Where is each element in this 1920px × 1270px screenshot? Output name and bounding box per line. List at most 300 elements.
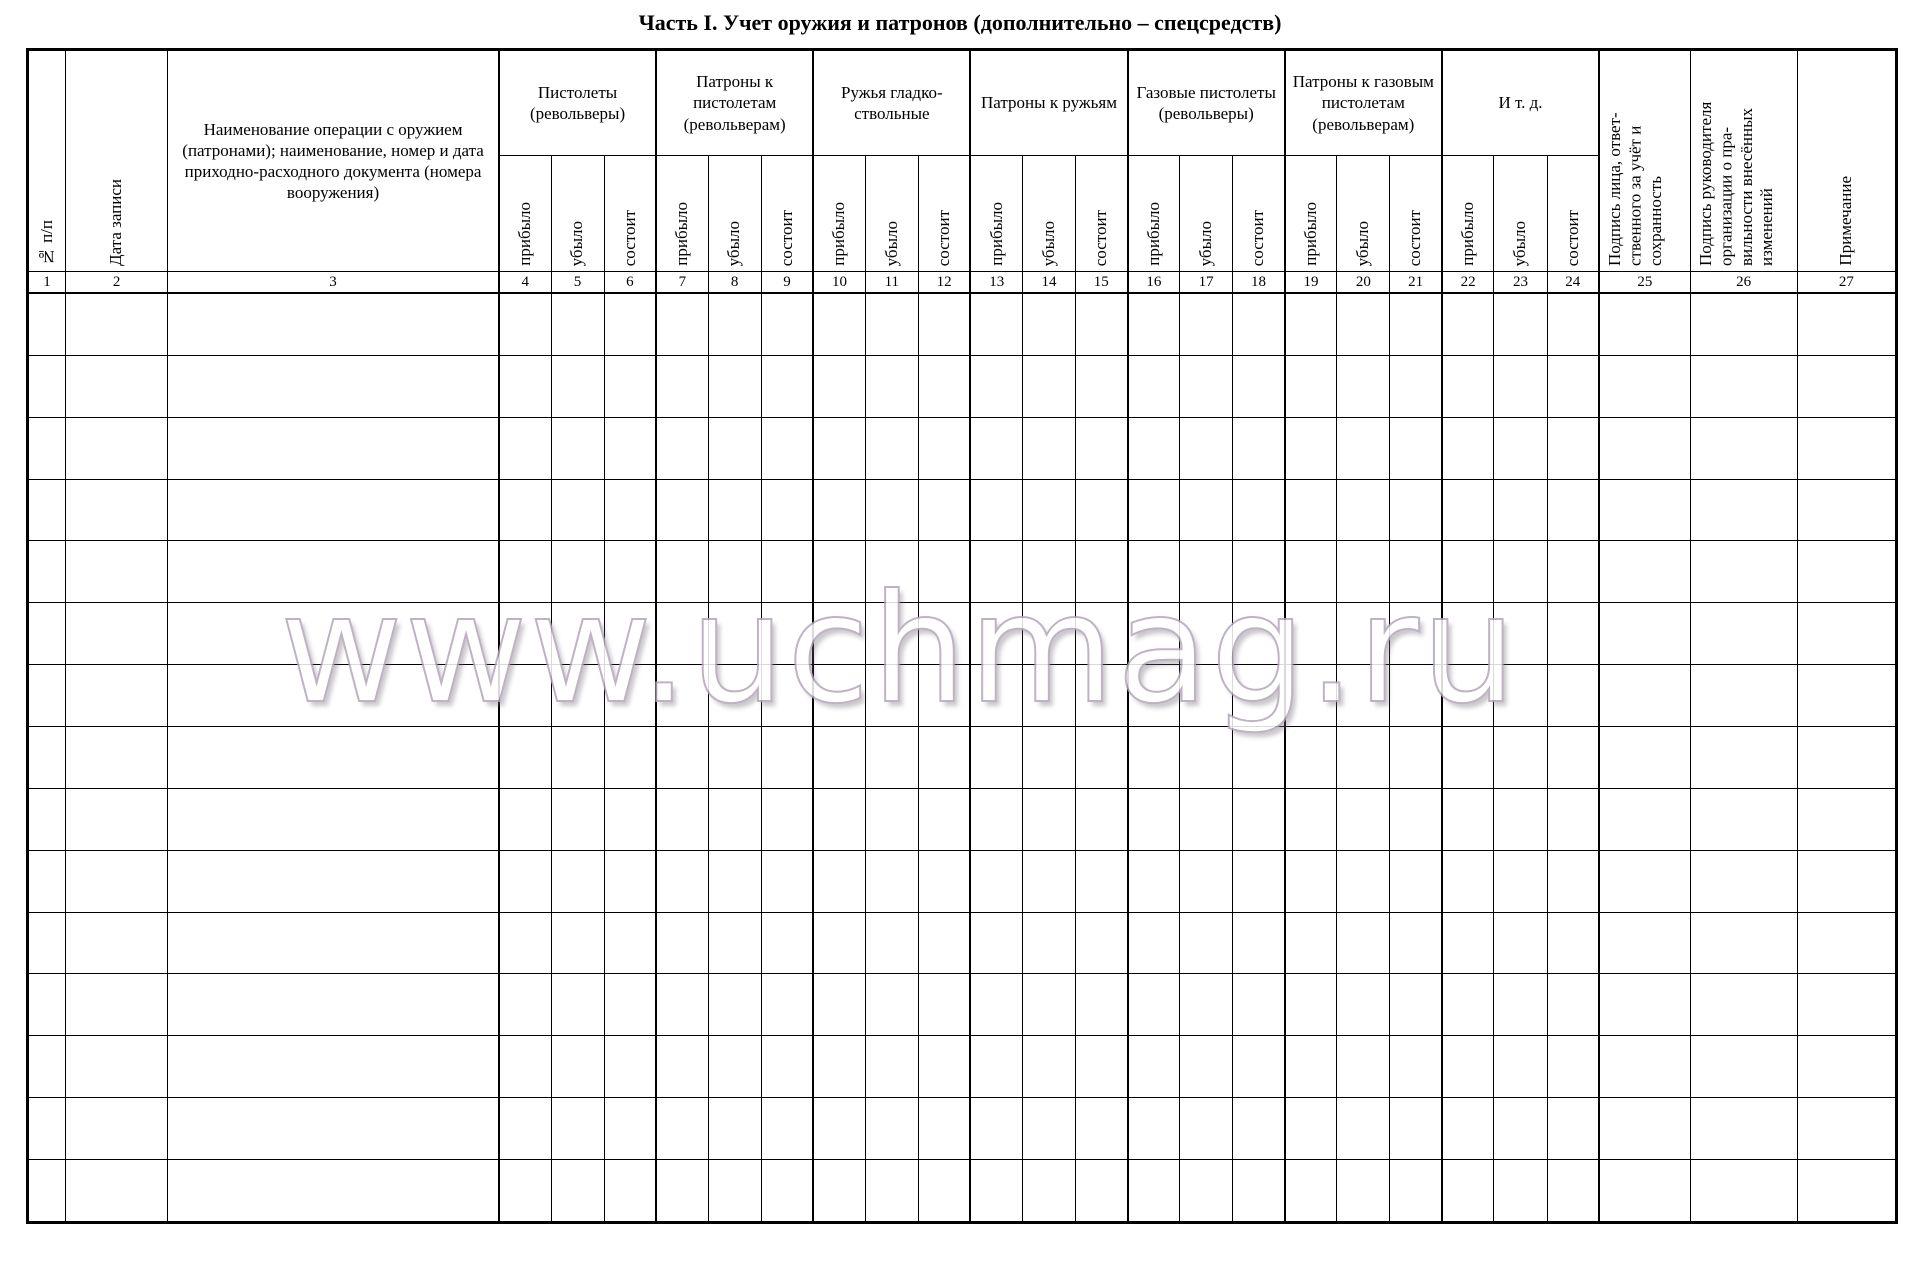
table-cell[interactable] xyxy=(66,974,168,1036)
table-cell[interactable] xyxy=(918,1098,970,1160)
table-cell[interactable] xyxy=(865,1098,918,1160)
table-cell[interactable] xyxy=(1233,1098,1285,1160)
table-cell[interactable] xyxy=(1494,417,1547,479)
table-cell[interactable] xyxy=(1337,912,1390,974)
table-cell[interactable] xyxy=(66,417,168,479)
table-cell[interactable] xyxy=(708,355,761,417)
table-cell[interactable] xyxy=(1547,603,1599,665)
table-cell[interactable] xyxy=(918,417,970,479)
table-cell[interactable] xyxy=(551,355,604,417)
table-cell[interactable] xyxy=(1022,788,1075,850)
table-cell[interactable] xyxy=(499,417,551,479)
table-cell[interactable] xyxy=(1022,1160,1075,1223)
table-cell[interactable] xyxy=(1233,788,1285,850)
table-cell[interactable] xyxy=(813,417,865,479)
table-cell[interactable] xyxy=(1494,293,1547,355)
table-cell[interactable] xyxy=(1690,1098,1797,1160)
table-cell[interactable] xyxy=(28,912,66,974)
table-cell[interactable] xyxy=(656,727,708,789)
table-cell[interactable] xyxy=(1285,417,1337,479)
table-cell[interactable] xyxy=(1233,541,1285,603)
table-cell[interactable] xyxy=(865,1160,918,1223)
table-cell[interactable] xyxy=(1022,850,1075,912)
table-cell[interactable] xyxy=(499,788,551,850)
table-cell[interactable] xyxy=(813,541,865,603)
table-cell[interactable] xyxy=(551,603,604,665)
table-cell[interactable] xyxy=(1442,912,1494,974)
table-cell[interactable] xyxy=(1390,665,1442,727)
table-cell[interactable] xyxy=(970,1098,1022,1160)
table-cell[interactable] xyxy=(865,541,918,603)
table-cell[interactable] xyxy=(604,1098,656,1160)
table-cell[interactable] xyxy=(1547,974,1599,1036)
table-cell[interactable] xyxy=(1390,850,1442,912)
table-cell[interactable] xyxy=(1233,974,1285,1036)
table-cell[interactable] xyxy=(1285,1160,1337,1223)
table-cell[interactable] xyxy=(970,1036,1022,1098)
table-cell[interactable] xyxy=(1337,1036,1390,1098)
table-cell[interactable] xyxy=(1442,850,1494,912)
table-cell[interactable] xyxy=(1076,788,1128,850)
table-cell[interactable] xyxy=(66,603,168,665)
table-cell[interactable] xyxy=(813,727,865,789)
table-cell[interactable] xyxy=(551,665,604,727)
table-cell[interactable] xyxy=(918,1160,970,1223)
table-cell[interactable] xyxy=(1494,541,1547,603)
table-cell[interactable] xyxy=(551,293,604,355)
table-cell[interactable] xyxy=(1442,293,1494,355)
table-cell[interactable] xyxy=(604,665,656,727)
table-cell[interactable] xyxy=(1690,541,1797,603)
table-cell[interactable] xyxy=(1128,788,1180,850)
table-cell[interactable] xyxy=(28,603,66,665)
table-cell[interactable] xyxy=(551,479,604,541)
table-cell[interactable] xyxy=(1390,974,1442,1036)
table-cell[interactable] xyxy=(708,603,761,665)
table-cell[interactable] xyxy=(865,479,918,541)
table-cell[interactable] xyxy=(761,1160,813,1223)
table-cell[interactable] xyxy=(708,665,761,727)
table-cell[interactable] xyxy=(1285,1036,1337,1098)
table-cell[interactable] xyxy=(1233,665,1285,727)
table-cell[interactable] xyxy=(1128,1160,1180,1223)
table-cell[interactable] xyxy=(1690,355,1797,417)
table-cell[interactable] xyxy=(970,355,1022,417)
table-cell[interactable] xyxy=(1599,355,1690,417)
table-cell[interactable] xyxy=(1797,355,1896,417)
table-cell[interactable] xyxy=(761,912,813,974)
table-cell[interactable] xyxy=(28,479,66,541)
table-cell[interactable] xyxy=(1494,479,1547,541)
table-cell[interactable] xyxy=(1076,665,1128,727)
table-cell[interactable] xyxy=(499,1036,551,1098)
table-cell[interactable] xyxy=(499,974,551,1036)
table-cell[interactable] xyxy=(1547,1098,1599,1160)
table-cell[interactable] xyxy=(499,1098,551,1160)
table-cell[interactable] xyxy=(656,1036,708,1098)
table-cell[interactable] xyxy=(168,355,499,417)
table-cell[interactable] xyxy=(813,1098,865,1160)
table-cell[interactable] xyxy=(1797,788,1896,850)
table-cell[interactable] xyxy=(1494,1098,1547,1160)
table-cell[interactable] xyxy=(1076,974,1128,1036)
table-cell[interactable] xyxy=(1128,541,1180,603)
table-cell[interactable] xyxy=(604,1036,656,1098)
table-cell[interactable] xyxy=(1337,603,1390,665)
table-cell[interactable] xyxy=(28,1098,66,1160)
table-cell[interactable] xyxy=(1128,293,1180,355)
table-cell[interactable] xyxy=(66,293,168,355)
table-cell[interactable] xyxy=(656,293,708,355)
table-cell[interactable] xyxy=(1390,912,1442,974)
table-cell[interactable] xyxy=(1442,1098,1494,1160)
table-cell[interactable] xyxy=(551,974,604,1036)
table-cell[interactable] xyxy=(1076,1160,1128,1223)
table-cell[interactable] xyxy=(1180,665,1233,727)
table-cell[interactable] xyxy=(604,603,656,665)
table-cell[interactable] xyxy=(499,850,551,912)
table-cell[interactable] xyxy=(1390,1036,1442,1098)
table-cell[interactable] xyxy=(1285,727,1337,789)
table-cell[interactable] xyxy=(28,788,66,850)
table-cell[interactable] xyxy=(66,912,168,974)
table-cell[interactable] xyxy=(66,541,168,603)
table-cell[interactable] xyxy=(813,355,865,417)
table-cell[interactable] xyxy=(865,974,918,1036)
table-cell[interactable] xyxy=(1797,417,1896,479)
table-cell[interactable] xyxy=(1442,788,1494,850)
table-cell[interactable] xyxy=(168,912,499,974)
table-cell[interactable] xyxy=(1390,1160,1442,1223)
table-cell[interactable] xyxy=(1442,727,1494,789)
table-cell[interactable] xyxy=(1690,665,1797,727)
table-cell[interactable] xyxy=(1337,541,1390,603)
table-cell[interactable] xyxy=(1599,1160,1690,1223)
table-cell[interactable] xyxy=(1233,1036,1285,1098)
table-cell[interactable] xyxy=(1599,665,1690,727)
table-cell[interactable] xyxy=(1690,974,1797,1036)
table-cell[interactable] xyxy=(1128,1036,1180,1098)
table-cell[interactable] xyxy=(1022,974,1075,1036)
table-cell[interactable] xyxy=(1128,665,1180,727)
table-cell[interactable] xyxy=(604,850,656,912)
table-cell[interactable] xyxy=(1797,1160,1896,1223)
table-cell[interactable] xyxy=(970,417,1022,479)
table-cell[interactable] xyxy=(708,727,761,789)
table-cell[interactable] xyxy=(708,974,761,1036)
table-cell[interactable] xyxy=(708,479,761,541)
table-cell[interactable] xyxy=(918,912,970,974)
table-cell[interactable] xyxy=(66,1160,168,1223)
table-cell[interactable] xyxy=(1022,417,1075,479)
table-cell[interactable] xyxy=(168,603,499,665)
table-cell[interactable] xyxy=(1797,1098,1896,1160)
table-cell[interactable] xyxy=(1128,355,1180,417)
table-cell[interactable] xyxy=(1547,1160,1599,1223)
table-cell[interactable] xyxy=(761,417,813,479)
table-cell[interactable] xyxy=(1442,1160,1494,1223)
table-cell[interactable] xyxy=(28,541,66,603)
table-cell[interactable] xyxy=(708,912,761,974)
table-cell[interactable] xyxy=(1690,727,1797,789)
table-cell[interactable] xyxy=(1076,417,1128,479)
table-cell[interactable] xyxy=(1797,665,1896,727)
table-cell[interactable] xyxy=(28,293,66,355)
table-cell[interactable] xyxy=(761,541,813,603)
table-cell[interactable] xyxy=(865,665,918,727)
table-cell[interactable] xyxy=(1337,1098,1390,1160)
table-cell[interactable] xyxy=(168,665,499,727)
table-cell[interactable] xyxy=(656,850,708,912)
table-cell[interactable] xyxy=(1599,727,1690,789)
table-cell[interactable] xyxy=(1494,1036,1547,1098)
table-cell[interactable] xyxy=(1337,665,1390,727)
table-cell[interactable] xyxy=(1547,355,1599,417)
table-cell[interactable] xyxy=(865,1036,918,1098)
table-cell[interactable] xyxy=(656,355,708,417)
table-cell[interactable] xyxy=(1337,355,1390,417)
table-cell[interactable] xyxy=(1797,603,1896,665)
table-cell[interactable] xyxy=(1180,727,1233,789)
table-cell[interactable] xyxy=(604,727,656,789)
table-cell[interactable] xyxy=(970,541,1022,603)
table-cell[interactable] xyxy=(1285,541,1337,603)
table-cell[interactable] xyxy=(604,974,656,1036)
table-cell[interactable] xyxy=(604,293,656,355)
table-cell[interactable] xyxy=(1180,355,1233,417)
table-cell[interactable] xyxy=(1599,1036,1690,1098)
table-cell[interactable] xyxy=(1285,788,1337,850)
table-cell[interactable] xyxy=(499,727,551,789)
table-cell[interactable] xyxy=(1797,850,1896,912)
table-cell[interactable] xyxy=(761,479,813,541)
table-cell[interactable] xyxy=(1128,974,1180,1036)
table-cell[interactable] xyxy=(1494,850,1547,912)
table-cell[interactable] xyxy=(918,293,970,355)
table-cell[interactable] xyxy=(1337,293,1390,355)
table-cell[interactable] xyxy=(1390,541,1442,603)
table-cell[interactable] xyxy=(28,850,66,912)
table-cell[interactable] xyxy=(1076,293,1128,355)
table-cell[interactable] xyxy=(1442,541,1494,603)
table-cell[interactable] xyxy=(66,665,168,727)
table-cell[interactable] xyxy=(1180,1160,1233,1223)
table-cell[interactable] xyxy=(761,665,813,727)
table-cell[interactable] xyxy=(865,727,918,789)
table-cell[interactable] xyxy=(1285,665,1337,727)
table-cell[interactable] xyxy=(28,665,66,727)
table-cell[interactable] xyxy=(168,293,499,355)
table-cell[interactable] xyxy=(761,788,813,850)
table-cell[interactable] xyxy=(499,293,551,355)
table-cell[interactable] xyxy=(499,479,551,541)
table-cell[interactable] xyxy=(1599,293,1690,355)
table-cell[interactable] xyxy=(1233,417,1285,479)
table-cell[interactable] xyxy=(1690,293,1797,355)
table-cell[interactable] xyxy=(918,788,970,850)
table-cell[interactable] xyxy=(1547,417,1599,479)
table-cell[interactable] xyxy=(1390,479,1442,541)
table-cell[interactable] xyxy=(604,788,656,850)
table-cell[interactable] xyxy=(918,1036,970,1098)
table-cell[interactable] xyxy=(656,603,708,665)
table-cell[interactable] xyxy=(813,974,865,1036)
table-cell[interactable] xyxy=(1128,603,1180,665)
table-cell[interactable] xyxy=(708,541,761,603)
table-cell[interactable] xyxy=(551,1160,604,1223)
table-cell[interactable] xyxy=(1180,541,1233,603)
table-cell[interactable] xyxy=(970,1160,1022,1223)
table-cell[interactable] xyxy=(970,665,1022,727)
table-cell[interactable] xyxy=(813,293,865,355)
table-cell[interactable] xyxy=(1494,665,1547,727)
table-cell[interactable] xyxy=(865,788,918,850)
table-cell[interactable] xyxy=(1022,541,1075,603)
table-cell[interactable] xyxy=(1494,974,1547,1036)
table-cell[interactable] xyxy=(1180,788,1233,850)
table-cell[interactable] xyxy=(1180,912,1233,974)
table-cell[interactable] xyxy=(813,1160,865,1223)
table-cell[interactable] xyxy=(761,974,813,1036)
table-cell[interactable] xyxy=(1022,912,1075,974)
table-cell[interactable] xyxy=(168,1160,499,1223)
table-cell[interactable] xyxy=(66,788,168,850)
table-cell[interactable] xyxy=(970,727,1022,789)
table-cell[interactable] xyxy=(551,912,604,974)
table-cell[interactable] xyxy=(1599,788,1690,850)
table-cell[interactable] xyxy=(708,1098,761,1160)
table-cell[interactable] xyxy=(865,355,918,417)
table-cell[interactable] xyxy=(761,850,813,912)
table-cell[interactable] xyxy=(1442,1036,1494,1098)
table-cell[interactable] xyxy=(1690,788,1797,850)
table-cell[interactable] xyxy=(66,355,168,417)
table-cell[interactable] xyxy=(1442,479,1494,541)
table-cell[interactable] xyxy=(918,603,970,665)
table-cell[interactable] xyxy=(1690,417,1797,479)
table-cell[interactable] xyxy=(1285,850,1337,912)
table-cell[interactable] xyxy=(1337,850,1390,912)
table-cell[interactable] xyxy=(499,912,551,974)
table-cell[interactable] xyxy=(1128,479,1180,541)
table-cell[interactable] xyxy=(1128,912,1180,974)
table-cell[interactable] xyxy=(499,603,551,665)
table-cell[interactable] xyxy=(604,479,656,541)
table-cell[interactable] xyxy=(1233,603,1285,665)
table-cell[interactable] xyxy=(761,603,813,665)
table-cell[interactable] xyxy=(499,1160,551,1223)
table-cell[interactable] xyxy=(708,293,761,355)
table-cell[interactable] xyxy=(865,603,918,665)
table-cell[interactable] xyxy=(1285,974,1337,1036)
table-cell[interactable] xyxy=(1494,603,1547,665)
table-cell[interactable] xyxy=(1076,912,1128,974)
table-cell[interactable] xyxy=(865,293,918,355)
table-cell[interactable] xyxy=(918,479,970,541)
table-cell[interactable] xyxy=(66,850,168,912)
table-cell[interactable] xyxy=(813,788,865,850)
table-cell[interactable] xyxy=(1180,417,1233,479)
table-cell[interactable] xyxy=(1233,912,1285,974)
table-cell[interactable] xyxy=(865,850,918,912)
table-cell[interactable] xyxy=(970,479,1022,541)
table-cell[interactable] xyxy=(499,355,551,417)
table-cell[interactable] xyxy=(28,417,66,479)
table-cell[interactable] xyxy=(1233,479,1285,541)
table-cell[interactable] xyxy=(168,1036,499,1098)
table-cell[interactable] xyxy=(1547,727,1599,789)
table-cell[interactable] xyxy=(656,417,708,479)
table-cell[interactable] xyxy=(1233,1160,1285,1223)
table-cell[interactable] xyxy=(1494,355,1547,417)
table-cell[interactable] xyxy=(918,665,970,727)
table-cell[interactable] xyxy=(1076,479,1128,541)
table-cell[interactable] xyxy=(28,974,66,1036)
table-cell[interactable] xyxy=(1076,541,1128,603)
table-cell[interactable] xyxy=(1690,1160,1797,1223)
table-cell[interactable] xyxy=(168,974,499,1036)
table-cell[interactable] xyxy=(499,541,551,603)
table-cell[interactable] xyxy=(970,974,1022,1036)
table-cell[interactable] xyxy=(1180,850,1233,912)
table-cell[interactable] xyxy=(1022,1036,1075,1098)
table-cell[interactable] xyxy=(1494,1160,1547,1223)
table-cell[interactable] xyxy=(28,1160,66,1223)
table-cell[interactable] xyxy=(656,974,708,1036)
table-cell[interactable] xyxy=(499,665,551,727)
table-cell[interactable] xyxy=(168,788,499,850)
table-cell[interactable] xyxy=(656,665,708,727)
table-cell[interactable] xyxy=(1599,479,1690,541)
table-cell[interactable] xyxy=(1547,665,1599,727)
table-cell[interactable] xyxy=(970,603,1022,665)
table-cell[interactable] xyxy=(1128,850,1180,912)
table-cell[interactable] xyxy=(813,479,865,541)
table-cell[interactable] xyxy=(918,355,970,417)
table-cell[interactable] xyxy=(66,727,168,789)
table-cell[interactable] xyxy=(1547,788,1599,850)
table-cell[interactable] xyxy=(1390,603,1442,665)
table-cell[interactable] xyxy=(168,479,499,541)
table-cell[interactable] xyxy=(1337,788,1390,850)
table-cell[interactable] xyxy=(656,541,708,603)
table-cell[interactable] xyxy=(1285,1098,1337,1160)
table-cell[interactable] xyxy=(66,1036,168,1098)
table-cell[interactable] xyxy=(1599,974,1690,1036)
table-cell[interactable] xyxy=(1599,417,1690,479)
table-cell[interactable] xyxy=(28,1036,66,1098)
table-cell[interactable] xyxy=(656,912,708,974)
table-cell[interactable] xyxy=(970,850,1022,912)
table-cell[interactable] xyxy=(1390,727,1442,789)
table-cell[interactable] xyxy=(1180,974,1233,1036)
table-cell[interactable] xyxy=(970,293,1022,355)
table-cell[interactable] xyxy=(1233,850,1285,912)
table-cell[interactable] xyxy=(1180,479,1233,541)
table-cell[interactable] xyxy=(865,417,918,479)
table-cell[interactable] xyxy=(761,1036,813,1098)
table-cell[interactable] xyxy=(1390,788,1442,850)
table-cell[interactable] xyxy=(1337,417,1390,479)
table-cell[interactable] xyxy=(918,974,970,1036)
table-cell[interactable] xyxy=(1797,293,1896,355)
table-cell[interactable] xyxy=(66,479,168,541)
table-cell[interactable] xyxy=(761,727,813,789)
table-cell[interactable] xyxy=(1797,974,1896,1036)
table-cell[interactable] xyxy=(551,788,604,850)
table-cell[interactable] xyxy=(604,1160,656,1223)
table-cell[interactable] xyxy=(1076,1098,1128,1160)
